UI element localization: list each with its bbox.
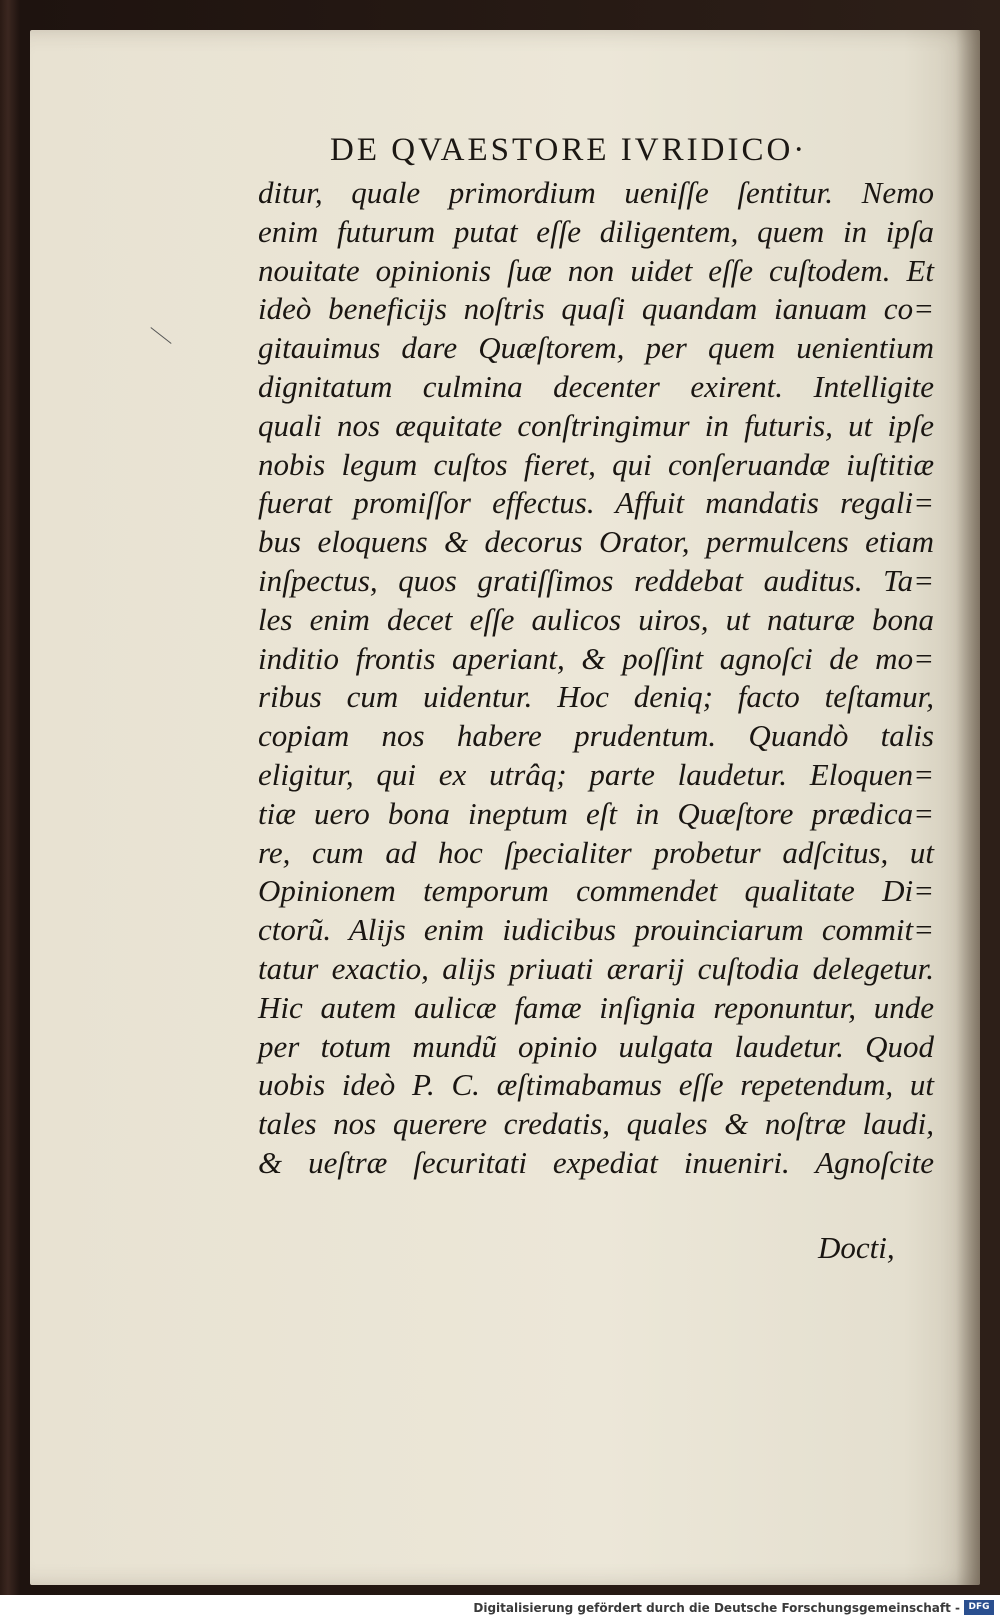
text-line: Opinionem temporum commendet qualitate Di=	[258, 873, 934, 909]
text-line: bus eloquens & decorus Orator, permulcens etiam	[258, 524, 934, 560]
text-line: les enim decet eſſe aulicos uiros, ut naturæ bona	[258, 601, 934, 637]
text-line: copiam nos habere prudentum. Quandò talis	[258, 718, 934, 754]
text-line: per totum mundũ opinio uulgata laudetur. Quod	[258, 1028, 934, 1064]
text-line: eligitur, qui ex utrâq; parte laudetur. Eloquen=	[258, 756, 934, 792]
text-line: gitauimus dare Quæſtorem, per quem uenientium	[258, 330, 934, 366]
text-line: nouitate opinionis ſuæ non uidet eſſe cuſtodem. Et	[258, 252, 934, 288]
body-text	[258, 174, 934, 1183]
page-gutter-shadow	[956, 30, 980, 1585]
text-line: ribus cum uidentur. Hoc deniq; facto teſtamur,	[258, 679, 934, 715]
text-line: & ueſtræ ſecuritati expediat inueniri. Agnoſcite	[258, 1144, 934, 1180]
text-line: nobis legum cuſtos fieret, qui conſeruandæ iuſtitiæ	[258, 446, 934, 482]
text-line: quali nos æquitate conſtringimur in futuris, ut ipſe	[258, 407, 934, 443]
text-line: re, cum ad hoc ſpecialiter probetur adſcitus, ut	[258, 834, 934, 870]
catchword: Docti,	[818, 1230, 895, 1265]
text-line: ctorũ. Alijs enim iudicibus prouinciarum commit=	[258, 912, 934, 948]
text-line: Hic autem aulicæ famæ inſignia reponuntur, unde	[258, 989, 934, 1025]
text-line: tiæ uero bona ineptum eſt in Quæſtore prædica=	[258, 795, 934, 831]
footer-bar	[0, 1595, 1000, 1622]
running-header: DE QVAESTORE IVRIDICO·	[330, 132, 808, 168]
text-line: ideò beneficijs noſtris quaſi quandam ianuam co=	[258, 291, 934, 327]
text-line: inditio frontis aperiant, & poſſint agnoſci de mo=	[258, 640, 934, 676]
text-line: enim futurum putat eſſe diligentem, quem in ipſa	[258, 213, 934, 249]
text-line: fuerat promiſſor effectus. Affuit mandatis regali=	[258, 485, 934, 521]
text-line: inſpectus, quos gratiſſimos reddebat auditus. Ta=	[258, 562, 934, 598]
text-line: tatur exactio, alijs priuati ærarij cuſtodia delegetur.	[258, 950, 934, 986]
text-line: uobis ideò P. C. æſtimabamus eſſe repetendum, ut	[258, 1067, 934, 1103]
funding-credit: Digitalisierung gefördert durch die Deutsche Forschungsgemeinschaft -	[473, 1601, 960, 1615]
text-line: ditur, quale primordium ueniſſe ſentitur. Nemo	[258, 175, 934, 210]
text-line: tales nos querere credatis, quales & noſtræ laudi,	[258, 1106, 934, 1142]
dfg-logo: DFG	[964, 1600, 994, 1615]
text-line: dignitatum culmina decenter exirent. Intelligite	[258, 368, 934, 404]
